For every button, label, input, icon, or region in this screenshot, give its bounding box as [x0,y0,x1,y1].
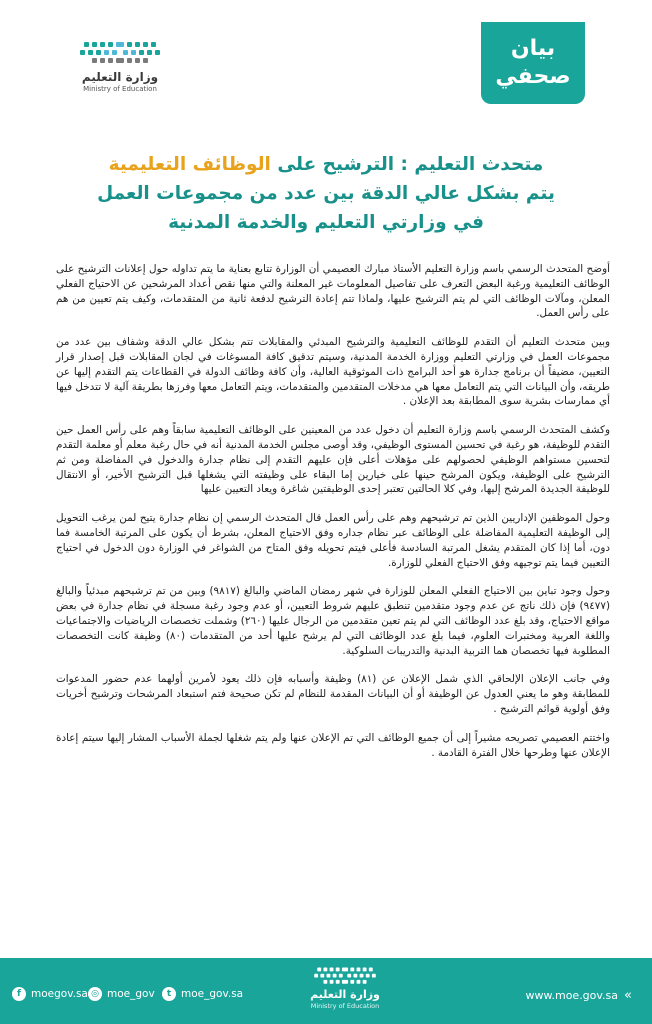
ministry-logo-icon [78,40,162,66]
footer-logo-icon [310,966,380,986]
paragraph: وكشف المتحدث الرسمي باسم وزارة التعليم أن دخول عدد من المعينين على الوظائف التعليمية سابقاً وهم على رأس العمل حين التقدم للوظيفة، هو رغبة في تحسين المستوى الوظيفي، وقد أوصى مجلس الخدمة المدنية أنه في حال رغبة معلم أو معلمة التقدم لتحسين مستواهم الوظيفي لحصولهم على مؤهلات أعلى فإن عليهم التقدم إلى نظام جدارة والدخول في المفاضلة ومن ثم الترشيح على الوظيفة، ويكون المرشح حينها على خيارين إما البقاء على وظيفته التي يشغلها قبل الترشيح الأخير، أو الانتقال للوظيفة الجديدة المرشح إليها، وفي كلا الحالتين تعتبر إحدى الوظيفتين شاغرة ويعاد التعيين عليها [56,424,610,496]
instagram-icon: ◎ [88,987,102,1001]
twitter-icon: t [162,987,176,1001]
facebook-handle: moegov.sa [31,988,88,1000]
paragraph: وحول الموظفين الإداريين الذين تم ترشيحهم وهم على رأس العمل قال المتحدث الرسمي إن نظام جدارة يتيح لمن يرغب التحويل إلى الوظيفة التعليمية المفاضلة على الوظائف عبر نظام جداره وفق الاحتياج المعلن، بشرط أن يكون على المرتبة الخامسة فما دون، أما إذا كان المتقدم يشغل المرتبة السادسة فأعلى فيتم تحويله وفق المتاح من الشواغر في الوزارة دون الدخول في احتياج التعيين فيما يتم توجيهه وفق الاحتياج الفعلي للوزارة. [56,512,610,569]
headline-line-2: يتم بشكل عالي الدقة بين عدد من مجموعات العمل [97,183,555,204]
logo-english-text: Ministry of Education [83,85,157,93]
badge-line1: بيان [510,36,556,61]
footer-logo-arabic-text: وزارة التعليم [310,988,380,1001]
twitter-handle: moe_gov.sa [181,988,244,1000]
footer-twitter[interactable] [162,987,243,1001]
footer-instagram[interactable] [88,987,155,1001]
footer-logo-english-text: Ministry of Education [310,1002,380,1010]
headline-line-1-text: متحدث التعليم : الترشيح على [270,154,544,175]
article-body [56,262,610,774]
footer-website-link[interactable] [526,988,633,1003]
paragraph: أوضح المتحدث الرسمي باسم وزارة التعليم الأستاذ مبارك العصيمي أن الوزارة تتابع بعناية ما يتم تداوله حول إعلانات الترشيح على الوظائف التعليمية ورغبة البعض التعرف على تفاصيل المعلومات غير المعلنة والتي منها نقص أعداد المرشحين عن الاحتياج الفعلي المعلن، ومآلات الوظائف التي لم يتم الترشيح عليها، ولماذا تتم إعادة الترشيح لدفعة ثانية من المتقدمات، وكيف يتم تعيين من هم على رأس العمل. [56,263,610,320]
headline-highlight: الوظائف التعليمية [108,154,271,175]
ministry-logo [70,40,170,106]
footer-bar [0,958,652,1024]
paragraph: وحول وجود تباين بين الاحتياج الفعلي المعلن للوزارة في شهر رمضان الماضي والبالغ (٩٨١٧) وبين من تم ترشيحهم مبدئياً والبالغ (٩٤٧٧) فإن ذلك ناتج عن عدم وجود متقدمين تنطبق عليهم شروط التعيين، أو عدم وجود رغبة مسجلة في نظام جدارة في بعض مواقع الاحتياج، وقد بلغ عدد الوظائف التي لم يتم تعين متقدمين من الرجال عليها (٢٦٠) وشملت تخصصات الرياضيات والاجتماعيات واللغة العربية ومختبرات العلوم، فيما بلغ عدد الوظائف التي لم يرشح عليها أحد من المتقدمات (٨٠) وظيفة كانت التخصصات المطلوبة فيها تخصصان هما التربية البدنية والتدريبات السلوكية. [56,585,610,657]
press-release-badge [481,22,585,104]
logo-arabic-text: وزارة التعليم [81,70,159,84]
badge-line2: صحفي [495,64,571,89]
headline-line-1 [40,150,612,179]
paragraph: وبين متحدث التعليم أن التقدم للوظائف التعليمية والترشيح المبدئي والمقابلات تتم بشكل عالي الدقة وشفاف بين عدد من مجموعات العمل في وزارتي التعليم ووزارة الخدمة المدنية، وسيتم تدقيق كافة المسوغات في لجان المقابلات قبل إصدار قرار التعيين، مضيفاً أن برنامج جدارة هو أحد البرامج ذات الموثوقية العالية، وأن كافة وظائف الدولة في القطاعات يتم التقدم إليها عن طريقه، وأن البيانات التي يتم التعامل معها هي مدخلات المتقدمين والمتقدمات، ويتم التعامل معها وفرزها بطريقة آلية لا تتدخل فيها أي ممارسات بشرية سوى المطابقة بعد الإعلان . [56,336,610,408]
paragraph: وفي جانب الإعلان الإلحاقي الذي شمل الإعلان عن (٨١) وظيفة وأسبابه فإن ذلك يعود لأمرين أولهما عدم حضور المدعوات للمطابقة وهو ما يعني العدول عن الوظيفة أو أن البيانات المقدمة للنظام لم تكن صحيحة فتم استبعاد المرشحات وترشيح أخريات وفق أولوية قوائم الترشيح . [56,673,610,715]
headline [40,150,612,237]
website-url: www.moe.gov.sa [525,989,619,1002]
footer-facebook[interactable] [12,987,88,1001]
double-chevron-icon: « [624,988,632,1003]
headline-line-3: في وزارتي التعليم والخدمة المدنية [168,212,484,233]
facebook-icon: f [12,987,26,1001]
instagram-handle: moe_gov [107,988,155,1000]
footer-ministry-logo [300,966,390,1010]
paragraph: واختتم العصيمي تصريحه مشيراً إلى أن جميع الوظائف التي تم الإعلان عنها ولم يتم شغلها لجملة الأسباب المشار إليها سيتم إعادة الإعلان عنها وطرحها خلال الفترة القادمة . [56,731,610,759]
